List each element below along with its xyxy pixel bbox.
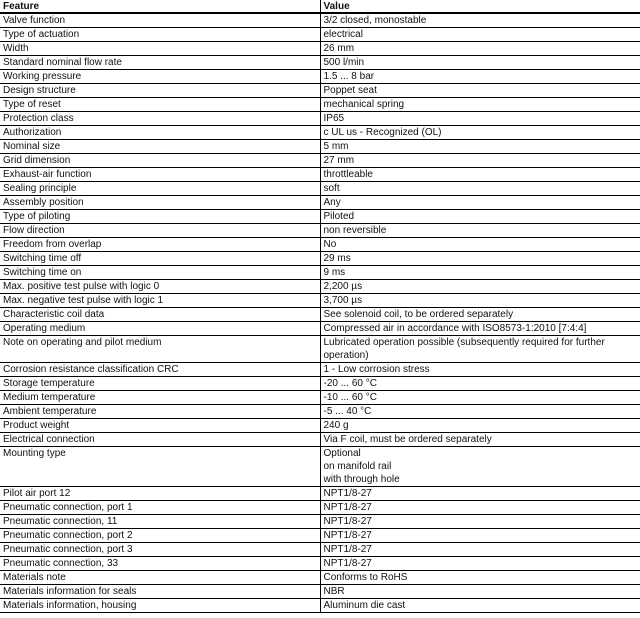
feature-cell: Pneumatic connection, 11 (0, 515, 320, 529)
feature-cell: Materials information for seals (0, 585, 320, 599)
feature-cell: Ambient temperature (0, 405, 320, 419)
value-cell: soft (320, 182, 640, 196)
value-cell: non reversible (320, 224, 640, 238)
feature-cell: Electrical connection (0, 433, 320, 447)
table-row (0, 56, 640, 70)
table-row (0, 224, 640, 238)
table-row (0, 266, 640, 280)
value-cell: 2,200 µs (320, 280, 640, 294)
table-row (0, 112, 640, 126)
table-row (0, 585, 640, 599)
value-line: Optional (323, 448, 361, 459)
table-row (0, 252, 640, 266)
feature-cell: Pneumatic connection, port 2 (0, 529, 320, 543)
feature-cell: Authorization (0, 126, 320, 140)
feature-cell: Medium temperature (0, 391, 320, 405)
value-cell: Compressed air in accordance with ISO8573-1:2010 [7:4:4] (320, 322, 640, 336)
table-row (0, 168, 640, 182)
table-row (0, 363, 640, 377)
feature-cell: Pneumatic connection, port 1 (0, 501, 320, 515)
value-cell: Conforms to RoHS (320, 571, 640, 585)
feature-cell: Pneumatic connection, 33 (0, 557, 320, 571)
table-row (0, 70, 640, 84)
value-cell: No (320, 238, 640, 252)
value-cell: 1 - Low corrosion stress (320, 363, 640, 377)
value-cell: IP65 (320, 112, 640, 126)
value-cell: Lubricated operation possible (subsequently required for further operation) (320, 336, 640, 363)
table-row (0, 42, 640, 56)
table-row (0, 210, 640, 224)
table-row (0, 433, 640, 447)
feature-cell: Type of piloting (0, 210, 320, 224)
value-cell: NPT1/8-27 (320, 557, 640, 571)
value-cell: NPT1/8-27 (320, 515, 640, 529)
table-row (0, 140, 640, 154)
value-cell: 9 ms (320, 266, 640, 280)
feature-cell: Width (0, 42, 320, 56)
feature-cell: Working pressure (0, 70, 320, 84)
value-cell: -10 ... 60 °C (320, 391, 640, 405)
feature-cell: Design structure (0, 84, 320, 98)
feature-cell: Type of actuation (0, 28, 320, 42)
feature-cell: Freedom from overlap (0, 238, 320, 252)
table-row (0, 126, 640, 140)
value-cell: See solenoid coil, to be ordered separately (320, 308, 640, 322)
feature-cell: Pilot air port 12 (0, 487, 320, 501)
value-cell: Any (320, 196, 640, 210)
table-row (0, 98, 640, 112)
feature-cell: Switching time on (0, 266, 320, 280)
feature-cell: Type of reset (0, 98, 320, 112)
table-body (0, 13, 640, 613)
feature-cell: Standard nominal flow rate (0, 56, 320, 70)
feature-cell: Materials information, housing (0, 599, 320, 613)
feature-cell: Valve function (0, 13, 320, 28)
feature-cell: Protection class (0, 112, 320, 126)
table-row (0, 447, 640, 487)
value-cell: 27 mm (320, 154, 640, 168)
table-row (0, 501, 640, 515)
table-row (0, 599, 640, 613)
feature-cell: Corrosion resistance classification CRC (0, 363, 320, 377)
feature-cell: Note on operating and pilot medium (0, 336, 320, 363)
table-row (0, 238, 640, 252)
table-row (0, 529, 640, 543)
table-row (0, 182, 640, 196)
feature-cell: Assembly position (0, 196, 320, 210)
feature-cell: Exhaust-air function (0, 168, 320, 182)
value-cell: 240 g (320, 419, 640, 433)
value-cell: 3/2 closed, monostable (320, 13, 640, 28)
feature-cell: Flow direction (0, 224, 320, 238)
feature-cell: Materials note (0, 571, 320, 585)
table-row (0, 515, 640, 529)
value-cell: 3,700 µs (320, 294, 640, 308)
feature-cell: Sealing principle (0, 182, 320, 196)
table-row (0, 196, 640, 210)
table-row (0, 419, 640, 433)
table-row (0, 336, 640, 363)
table-row (0, 557, 640, 571)
table-row (0, 487, 640, 501)
value-cell: 500 l/min (320, 56, 640, 70)
value-cell: 5 mm (320, 140, 640, 154)
value-cell: Piloted (320, 210, 640, 224)
feature-cell: Max. positive test pulse with logic 0 (0, 280, 320, 294)
value-cell: Poppet seat (320, 84, 640, 98)
table-row (0, 308, 640, 322)
value-cell: mechanical spring (320, 98, 640, 112)
table-row (0, 391, 640, 405)
value-cell: throttleable (320, 168, 640, 182)
value-line: with through hole (323, 474, 400, 485)
value-column-header: Value (320, 0, 640, 13)
table-row (0, 13, 640, 28)
value-cell: 1.5 ... 8 bar (320, 70, 640, 84)
value-cell: Via F coil, must be ordered separately (320, 433, 640, 447)
value-cell: Aluminum die cast (320, 599, 640, 613)
value-cell: -20 ... 60 °C (320, 377, 640, 391)
table-row (0, 280, 640, 294)
value-cell: c UL us - Recognized (OL) (320, 126, 640, 140)
value-cell: NBR (320, 585, 640, 599)
table-row (0, 322, 640, 336)
table-row (0, 377, 640, 391)
feature-cell: Nominal size (0, 140, 320, 154)
feature-cell: Storage temperature (0, 377, 320, 391)
feature-cell: Switching time off (0, 252, 320, 266)
feature-cell: Operating medium (0, 322, 320, 336)
table-row (0, 154, 640, 168)
feature-cell: Product weight (0, 419, 320, 433)
feature-cell: Max. negative test pulse with logic 1 (0, 294, 320, 308)
feature-cell: Grid dimension (0, 154, 320, 168)
value-cell: 26 mm (320, 42, 640, 56)
table-row (0, 571, 640, 585)
table-row (0, 28, 640, 42)
value-line: on manifold rail (323, 461, 392, 472)
value-cell: NPT1/8-27 (320, 543, 640, 557)
value-cell (320, 447, 640, 487)
header-row (0, 0, 640, 13)
feature-cell: Characteristic coil data (0, 308, 320, 322)
table-row (0, 543, 640, 557)
feature-column-header: Feature (0, 0, 320, 13)
value-cell: NPT1/8-27 (320, 529, 640, 543)
value-cell: 29 ms (320, 252, 640, 266)
value-cell: NPT1/8-27 (320, 487, 640, 501)
value-cell: -5 ... 40 °C (320, 405, 640, 419)
feature-cell: Mounting type (0, 447, 320, 487)
value-cell: electrical (320, 28, 640, 42)
feature-cell: Pneumatic connection, port 3 (0, 543, 320, 557)
table-row (0, 84, 640, 98)
table-row (0, 294, 640, 308)
table-row (0, 405, 640, 419)
value-cell: NPT1/8-27 (320, 501, 640, 515)
